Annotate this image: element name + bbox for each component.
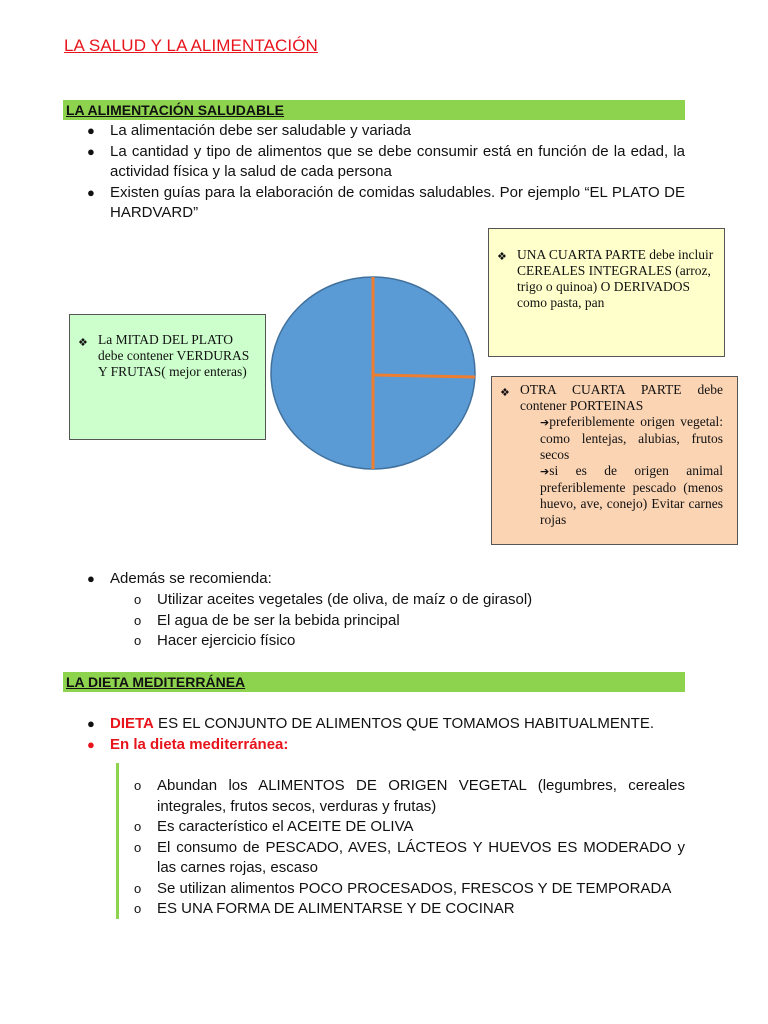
bullet-icon: ● [87, 571, 95, 586]
bullet-icon: ● [87, 716, 95, 731]
arrow-icon: ➔ [540, 465, 550, 478]
list-item: o Es característico el ACEITE DE OLIVA [157, 817, 685, 838]
plate-divider-horizontal [373, 375, 475, 377]
list-item: o El agua de be ser la bebida principal [157, 611, 685, 632]
section-heading-dieta: LA DIETA MEDITERRÁNEA [63, 672, 685, 692]
diamond-bullet-icon: ❖ [78, 337, 88, 349]
circle-bullet-icon: o [134, 839, 142, 855]
list-item: ● La alimentación debe ser saludable y variada [110, 121, 685, 142]
dieta-list [87, 714, 685, 755]
recommend-sublist [134, 590, 685, 652]
list-item: o Hacer ejercicio físico [157, 631, 685, 652]
list-item: ● DIETA ES EL CONJUNTO DE ALIMENTOS QUE TOMAMOS HABITUALMENTE. [110, 714, 685, 735]
list-item: ● Además se recomienda: [110, 569, 685, 590]
circle-bullet-icon: o [134, 778, 142, 793]
arrow-icon: ➔ [540, 416, 550, 429]
quarter-cereals-note: ❖ UNA CUARTA PARTE debe incluir CEREALES INTEGRALES (arroz, trigo o quinoa) O DERIVADOS como pasta, pan [488, 228, 725, 357]
half-plate-note: ❖ La MITAD DEL PLATO debe contener VERDURAS Y FRUTAS( mejor enteras) [69, 314, 266, 440]
diamond-bullet-icon: ❖ [500, 387, 510, 399]
list-item: ● La cantidad y tipo de alimentos que se debe consumir está en función de la edad, la actividad física y la salud de cada persona [87, 142, 685, 180]
list-item: o Abundan los ALIMENTOS DE ORIGEN VEGETAL (legumbres, cereales integrales, frutos secos, verduras y frutas) [134, 777, 685, 815]
mediterranean-list [134, 776, 685, 920]
circle-bullet-icon: o [134, 880, 142, 896]
section1-bullet-list [87, 121, 685, 224]
accent-bar [116, 763, 119, 919]
circle-bullet-icon: o [134, 612, 142, 628]
protein-item: ➔preferiblemente origen vegetal: como lentejas, alubias, frutos secos [540, 414, 723, 462]
list-item: o Se utilizan alimentos POCO PROCESADOS, FRESCOS Y DE TEMPORADA [157, 879, 685, 900]
list-item: ● En la dieta mediterránea: [110, 735, 685, 756]
bullet-icon: ● [87, 123, 95, 138]
recommend-list [87, 569, 685, 590]
protein-item: ➔si es de origen animal preferiblemente pescado (menos huevo, ave, conejo) Evitar carnes rojas [540, 463, 723, 527]
circle-bullet-icon: o [134, 633, 142, 648]
list-item: o ES UNA FORMA DE ALIMENTARSE Y DE COCINAR [157, 899, 685, 920]
circle-bullet-icon: o [134, 901, 142, 916]
list-item: o Utilizar aceites vegetales (de oliva, de maíz o de girasol) [157, 590, 685, 611]
circle-bullet-icon: o [134, 592, 142, 607]
plate-diagram [265, 272, 483, 476]
list-item: o El consumo de PESCADO, AVES, LÁCTEOS Y HUEVOS ES MODERADO y las carnes rojas, escaso [134, 838, 685, 876]
bullet-icon: ● [87, 143, 95, 159]
diamond-bullet-icon: ❖ [497, 251, 507, 263]
bullet-icon: ● [87, 736, 95, 752]
bullet-icon: ● [87, 184, 95, 200]
quarter-proteins-note: ❖ OTRA CUARTA PARTE debe contener PORTEINAS ➔preferiblemente origen vegetal: como lentejas, alubias, frutos secos ➔si es de origen animal preferiblemente pescado (menos huevo, ave, conejo) Evitar carnes rojas [491, 376, 738, 545]
page-title: LA SALUD Y LA ALIMENTACIÓN [64, 36, 318, 55]
section-heading-alimentacion: LA ALIMENTACIÓN SALUDABLE [63, 100, 685, 120]
list-item: ● Existen guías para la elaboración de comidas saludables. Por ejemplo “EL PLATO DE HARDVARD” [87, 183, 685, 221]
circle-bullet-icon: o [134, 819, 142, 834]
